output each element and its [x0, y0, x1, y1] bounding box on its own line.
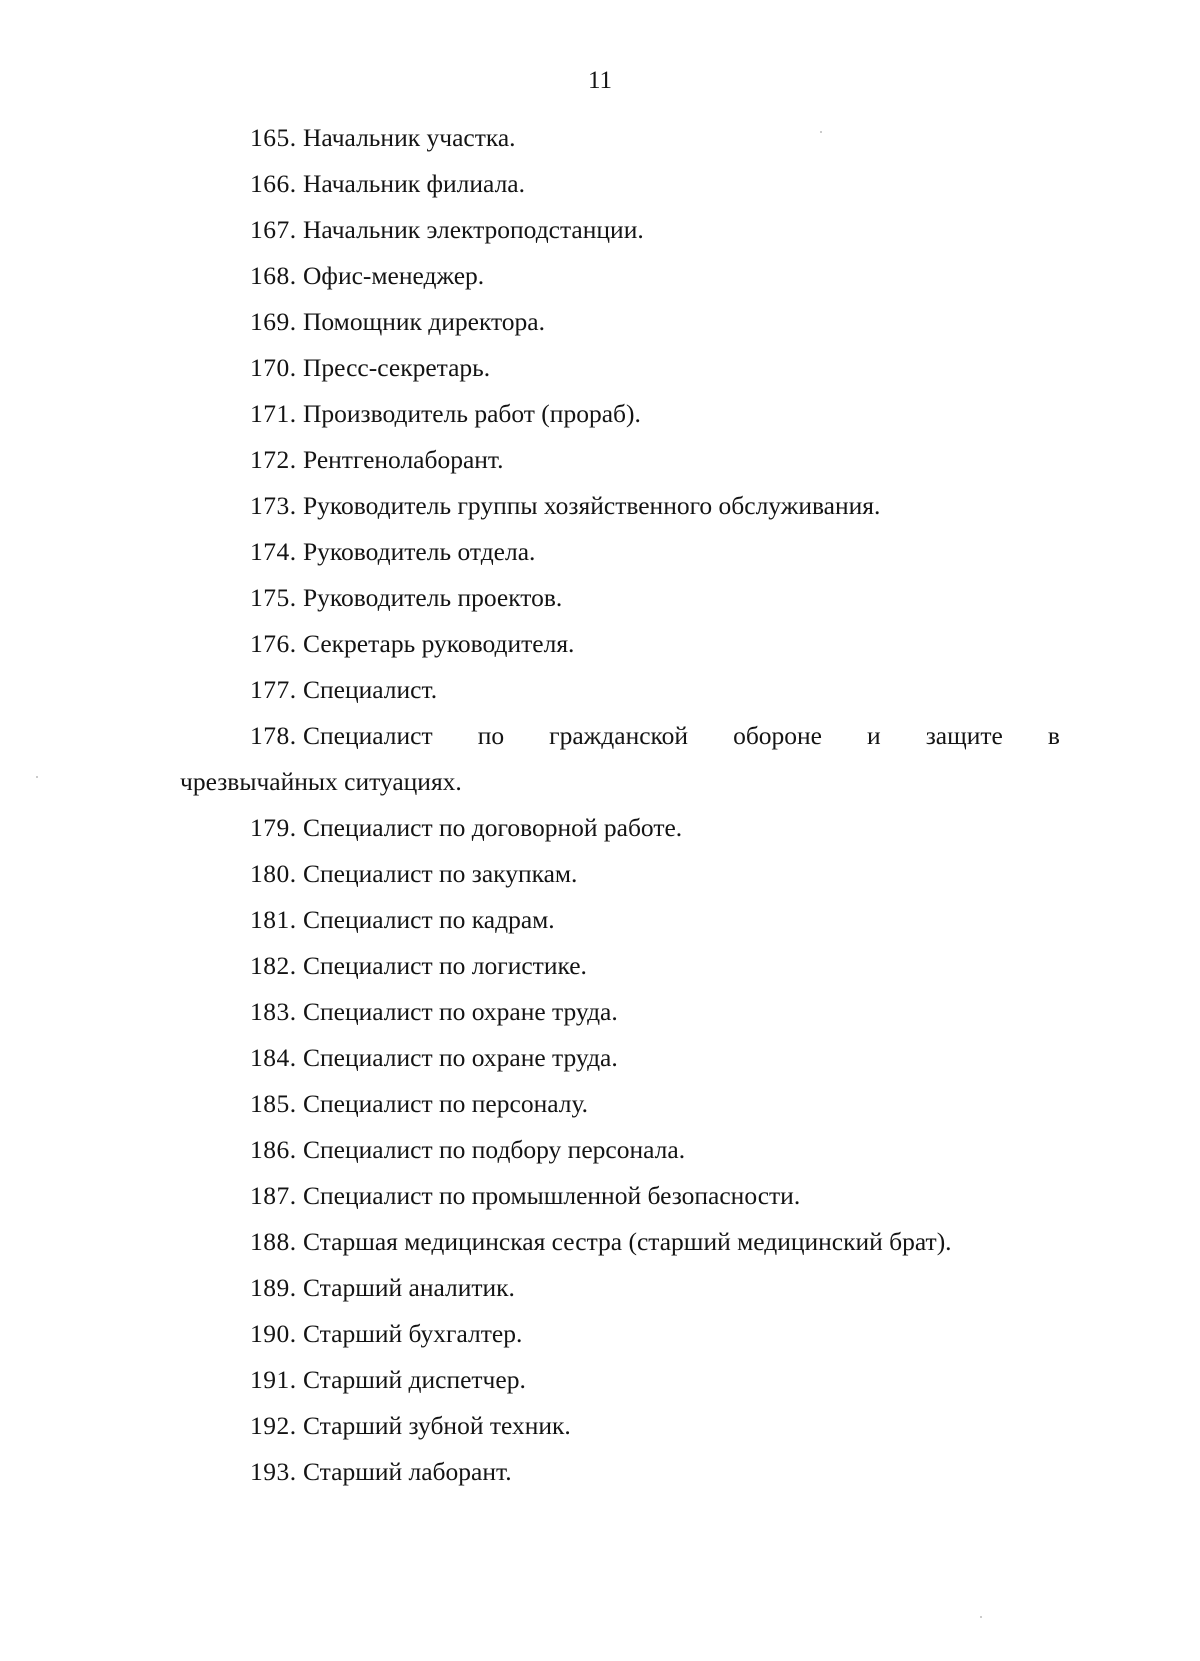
item-text: Специалист по подбору персонала. [303, 1135, 686, 1164]
list-item [250, 353, 490, 383]
item-number: 186. [250, 1135, 297, 1164]
list-item [250, 215, 644, 245]
scan-speck [820, 131, 822, 133]
item-number: 192. [250, 1411, 297, 1440]
item-word: Специалист [303, 721, 433, 750]
item-number: 171. [250, 399, 297, 428]
list-item [250, 307, 545, 337]
item-number: 167. [250, 215, 297, 244]
item-text: Начальник филиала. [303, 169, 525, 198]
list-item [250, 629, 574, 659]
item-number: 178. [250, 721, 297, 750]
item-number: 183. [250, 997, 297, 1026]
item-number: 179. [250, 813, 297, 842]
list-item [250, 1089, 588, 1119]
list-item [250, 859, 577, 889]
item-text: Секретарь руководителя. [303, 629, 575, 658]
item-word: защите [925, 721, 1003, 750]
item-text: Старший диспетчер. [303, 1365, 526, 1394]
item-text: Старший бухгалтер. [303, 1319, 523, 1348]
scan-speck [980, 1616, 982, 1618]
list-item [250, 1365, 526, 1395]
item-number: 189. [250, 1273, 297, 1302]
item-number: 185. [250, 1089, 297, 1118]
list-item [250, 399, 641, 429]
item-text: Пресс-секретарь. [303, 353, 491, 382]
item-number: 166. [250, 169, 297, 198]
list-item [250, 1135, 685, 1165]
item-text: Старший аналитик. [303, 1273, 515, 1302]
item-number: 180. [250, 859, 297, 888]
item-number: 176. [250, 629, 297, 658]
item-number: 174. [250, 537, 297, 566]
item-text: Специалист по договорной работе. [303, 813, 683, 842]
item-text: Помощник директора. [303, 307, 546, 336]
item-text: Начальник участка. [303, 123, 516, 152]
list-item [250, 905, 555, 935]
item-word: в [1047, 721, 1060, 750]
item-text: Офис-менеджер. [303, 261, 485, 290]
item-text: Специалист по закупкам. [303, 859, 578, 888]
item-number: 190. [250, 1319, 297, 1348]
list-item-continuation: чрезвычайных ситуациях. [180, 767, 462, 796]
item-word: по [477, 721, 505, 750]
item-number: 193. [250, 1457, 297, 1486]
item-number: 169. [250, 307, 297, 336]
scan-speck [36, 776, 38, 778]
item-text: Специалист по промышленной безопасности. [303, 1181, 801, 1210]
list-item [250, 123, 516, 153]
item-number: 191. [250, 1365, 297, 1394]
list-item [250, 261, 484, 291]
item-word: обороне [733, 721, 823, 750]
list-item [250, 951, 587, 981]
list-item [250, 491, 880, 521]
list-item [250, 445, 504, 475]
item-number: 172. [250, 445, 297, 474]
item-text: Старший зубной техник. [303, 1411, 571, 1440]
list-item [250, 537, 535, 567]
item-text: Специалист по охране труда. [303, 1043, 618, 1072]
item-number: 177. [250, 675, 297, 704]
list-item [250, 1319, 522, 1349]
item-number: 168. [250, 261, 297, 290]
list-item [250, 169, 525, 199]
list-item [250, 1181, 800, 1211]
item-text: Старший лаборант. [303, 1457, 512, 1486]
item-number: 175. [250, 583, 297, 612]
list-item [250, 675, 437, 705]
item-text: Специалист по логистике. [303, 951, 587, 980]
item-text: Старшая медицинская сестра (старший медицинский брат). [303, 1227, 952, 1256]
page-number: 11 [587, 67, 613, 94]
item-text: Специалист. [303, 675, 438, 704]
item-text: Руководитель проектов. [303, 583, 563, 612]
item-number: 187. [250, 1181, 297, 1210]
list-item [250, 1411, 571, 1441]
list-item [250, 1457, 512, 1487]
item-text: Специалист по кадрам. [303, 905, 555, 934]
list-item [250, 813, 682, 843]
item-number: 182. [250, 951, 297, 980]
item-word: и [867, 721, 881, 750]
item-number: 173. [250, 491, 297, 520]
list-item [250, 1273, 515, 1303]
item-number: 170. [250, 353, 297, 382]
item-number: 184. [250, 1043, 297, 1072]
list-item [250, 997, 618, 1027]
item-first-word [250, 721, 433, 751]
item-text: Руководитель отдела. [303, 537, 536, 566]
item-text: Начальник электроподстанции. [303, 215, 644, 244]
item-text: Специалист по персоналу. [303, 1089, 589, 1118]
item-number: 188. [250, 1227, 297, 1256]
item-text: Производитель работ (прораб). [303, 399, 641, 428]
list-item [250, 1227, 952, 1257]
list-item [250, 583, 562, 613]
item-number: 181. [250, 905, 297, 934]
list-item-justified [250, 721, 1060, 751]
item-text: Специалист по охране труда. [303, 997, 618, 1026]
list-item [250, 1043, 618, 1073]
item-text: Рентгенолаборант. [303, 445, 504, 474]
item-text: Руководитель группы хозяйственного обслуживания. [303, 491, 881, 520]
item-number: 165. [250, 123, 297, 152]
item-word: гражданской [549, 721, 689, 750]
